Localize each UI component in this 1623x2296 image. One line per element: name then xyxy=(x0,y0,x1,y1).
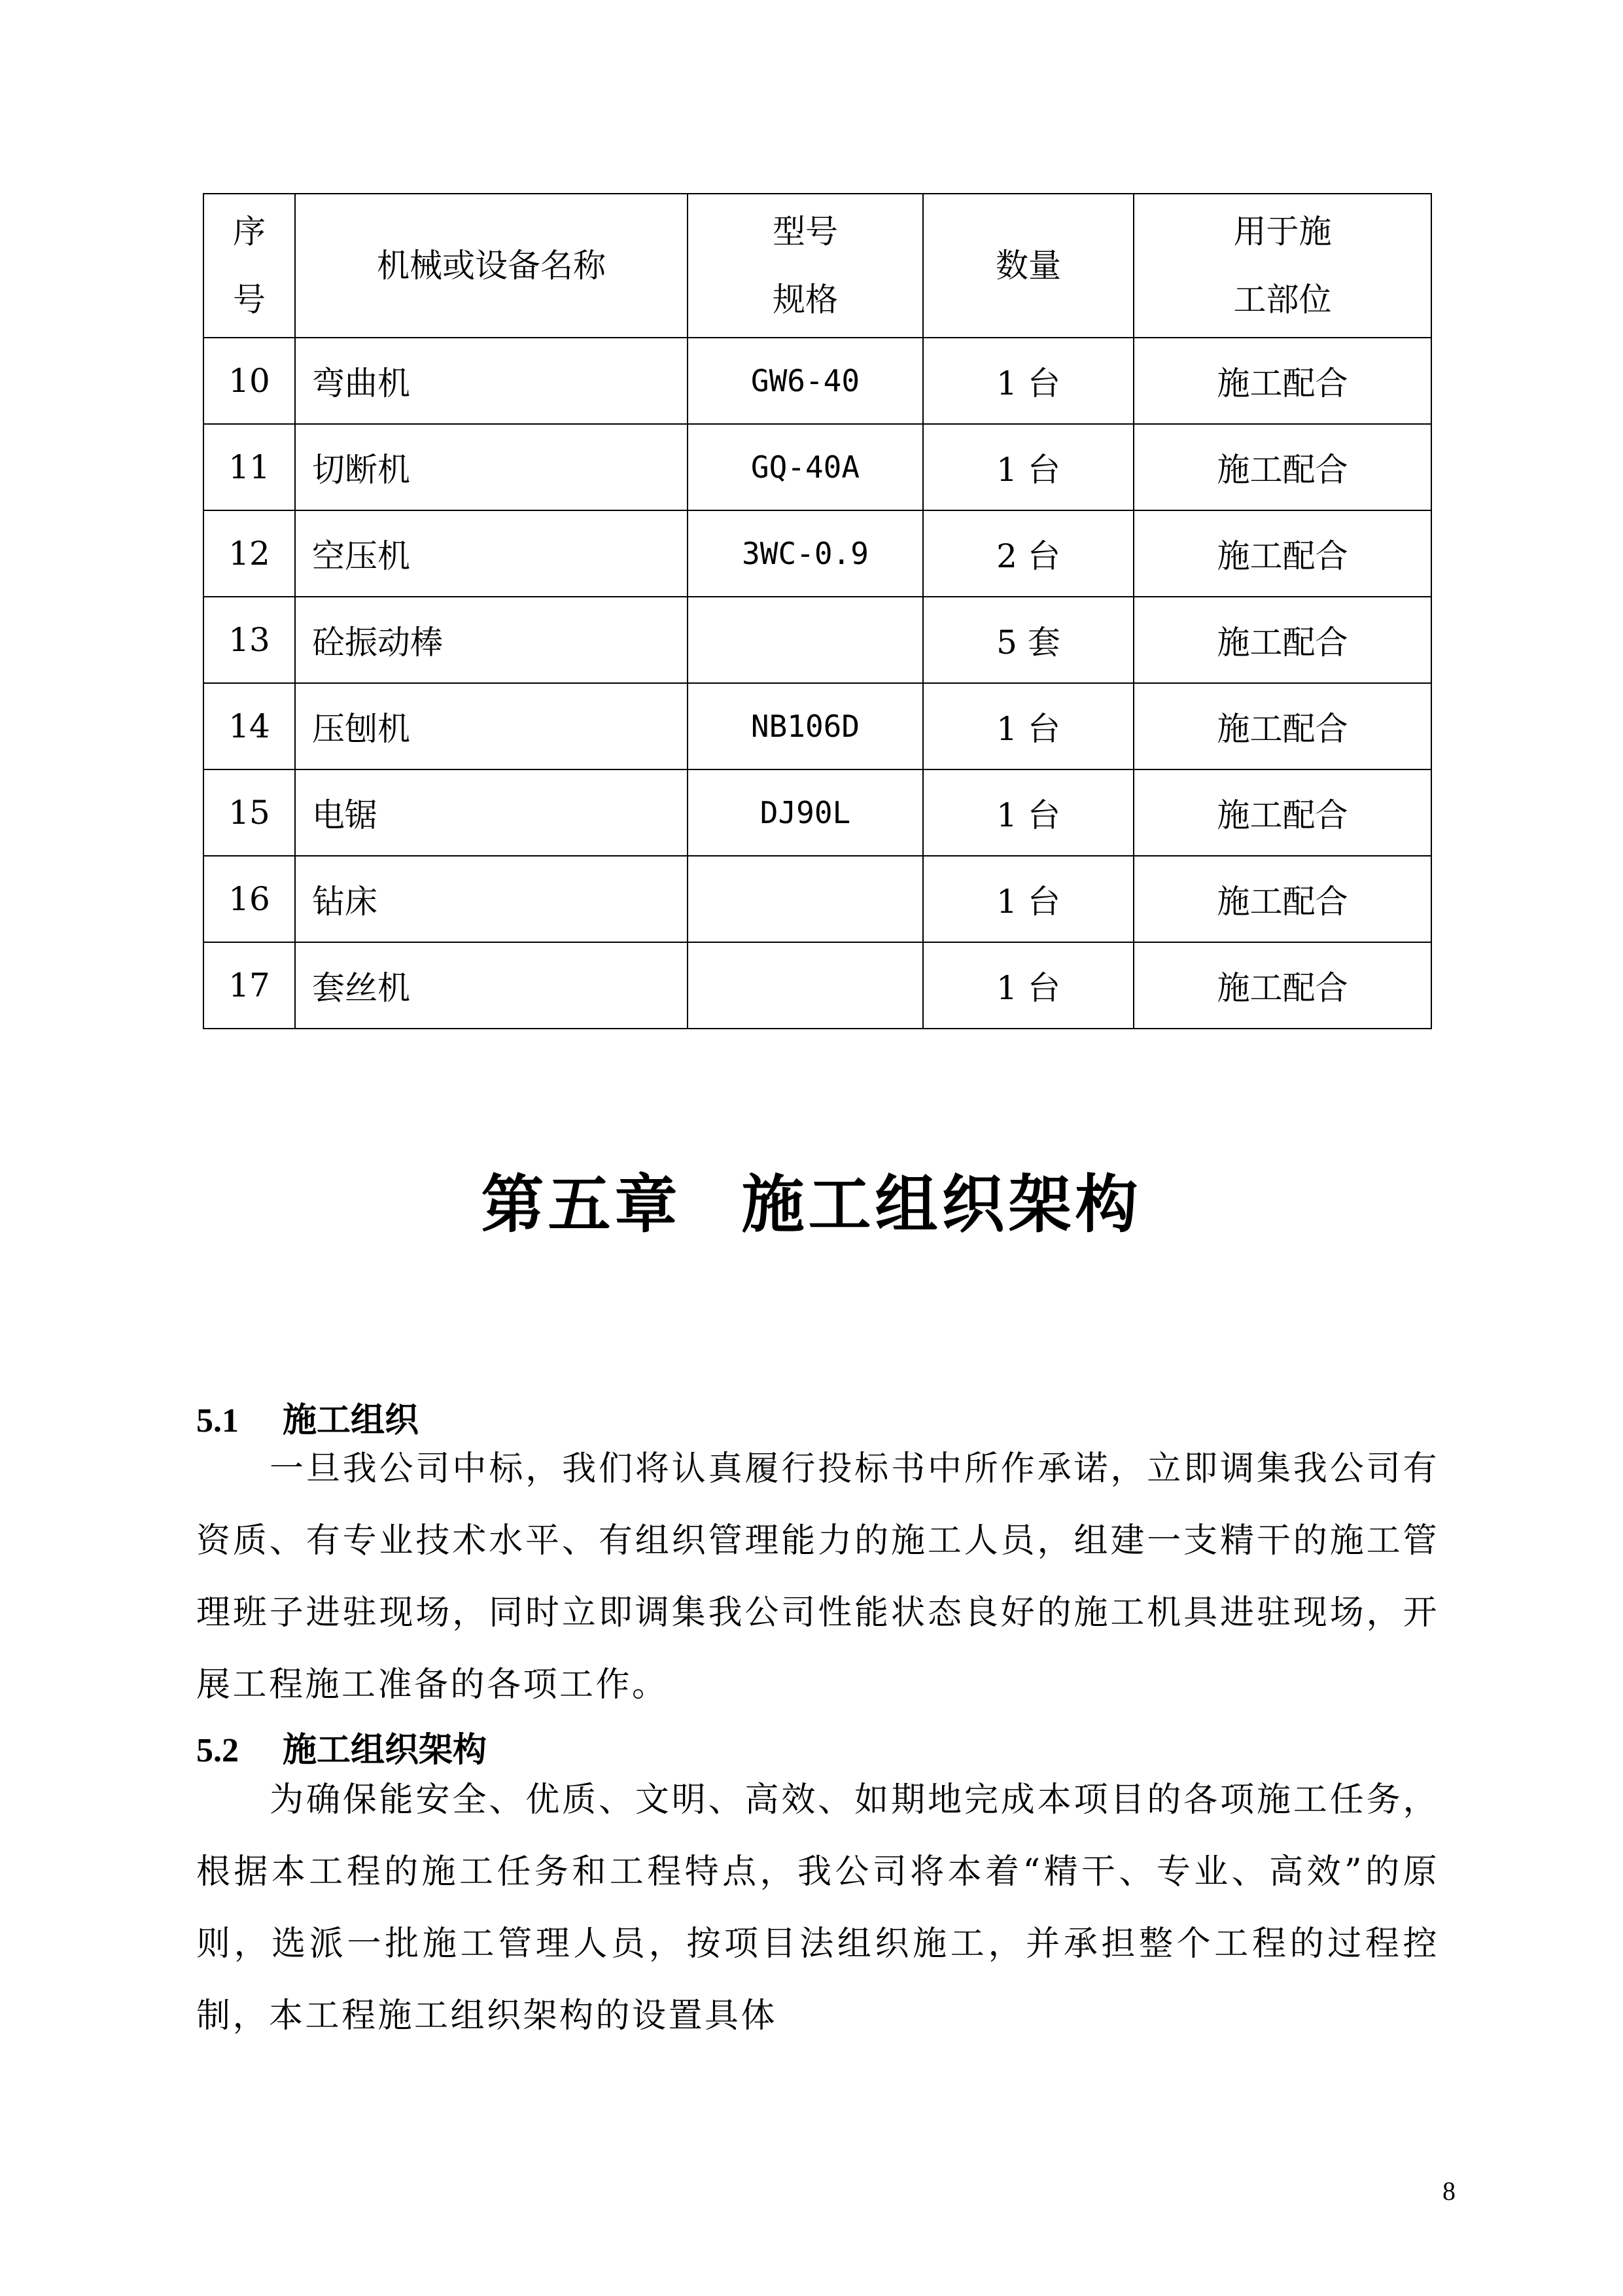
cell-name: 砼振动棒 xyxy=(295,597,688,683)
table-row xyxy=(203,597,1431,683)
cell-model xyxy=(688,942,923,1029)
cell-quantity: 1 台 xyxy=(923,424,1134,510)
cell-usage: 施工配合 xyxy=(1134,338,1431,424)
cell-usage: 施工配合 xyxy=(1134,769,1431,856)
cell-quantity: 5 套 xyxy=(923,597,1134,683)
section-number: 5.2 xyxy=(196,1732,239,1769)
section-title: 施工组织架构 xyxy=(283,1730,487,1770)
cell-name: 钻床 xyxy=(295,856,688,942)
section-number: 5.1 xyxy=(196,1402,239,1439)
cell-usage: 施工配合 xyxy=(1134,510,1431,597)
cell-no: 14 xyxy=(203,683,295,769)
cell-model: 3WC-0.9 xyxy=(688,510,923,597)
chapter-label: 第五章 xyxy=(481,1167,682,1241)
cell-usage: 施工配合 xyxy=(1134,942,1431,1029)
cell-name: 电锯 xyxy=(295,769,688,856)
table-row xyxy=(203,510,1431,597)
cell-quantity: 1 台 xyxy=(923,769,1134,856)
table-row xyxy=(203,856,1431,942)
cell-quantity: 1 台 xyxy=(923,338,1134,424)
table-row xyxy=(203,338,1431,424)
cell-no: 12 xyxy=(203,510,295,597)
cell-quantity: 1 台 xyxy=(923,683,1134,769)
chapter-title xyxy=(0,1155,1623,1245)
page-number: 8 xyxy=(1442,2176,1456,2206)
table-row xyxy=(203,683,1431,769)
cell-usage: 施工配合 xyxy=(1134,683,1431,769)
table-row xyxy=(203,424,1431,510)
header-quantity: 数量 xyxy=(923,194,1134,338)
header-usage: 用于施 工部位 xyxy=(1134,194,1431,338)
cell-no: 15 xyxy=(203,769,295,856)
cell-no: 11 xyxy=(203,424,295,510)
table-header-row xyxy=(203,194,1431,338)
header-name: 机械或设备名称 xyxy=(295,194,688,338)
cell-quantity: 1 台 xyxy=(923,856,1134,942)
cell-no: 10 xyxy=(203,338,295,424)
cell-model xyxy=(688,856,923,942)
equipment-table xyxy=(203,193,1432,1029)
header-no: 序 号 xyxy=(203,194,295,338)
cell-model xyxy=(688,597,923,683)
cell-name: 弯曲机 xyxy=(295,338,688,424)
cell-quantity: 2 台 xyxy=(923,510,1134,597)
cell-usage: 施工配合 xyxy=(1134,424,1431,510)
section-body-5-2: 为确保能安全、优质、文明、高效、如期地完成本项目的各项施工任务，根据本工程的施工任务和工程特点，我公司将本着“精干、专业、高效”的原则，选派一批施工管理人员，按项目法组织施工，并承担整个工程的过程控制，本工程施工组织架构的设置具体 xyxy=(196,1780,1439,2036)
cell-quantity: 1 台 xyxy=(923,942,1134,1029)
header-model: 型号 规格 xyxy=(688,194,923,338)
cell-model: GQ-40A xyxy=(688,424,923,510)
cell-no: 17 xyxy=(203,942,295,1029)
cell-model: DJ90L xyxy=(688,769,923,856)
cell-model: NB106D xyxy=(688,683,923,769)
section-body-5-1: 一旦我公司中标，我们将认真履行投标书中所作承诺，立即调集我公司有资质、有专业技术水平、有组织管理能力的施工人员，组建一支精干的施工管理班子进驻现场，同时立即调集我公司性能状态良好的施工机具进驻现场，开展工程施工准备的各项工作。 xyxy=(196,1449,1439,1704)
cell-name: 套丝机 xyxy=(295,942,688,1029)
table-row xyxy=(203,769,1431,856)
cell-name: 空压机 xyxy=(295,510,688,597)
cell-model: GW6-40 xyxy=(688,338,923,424)
cell-no: 13 xyxy=(203,597,295,683)
cell-name: 压刨机 xyxy=(295,683,688,769)
cell-name: 切断机 xyxy=(295,424,688,510)
table-row xyxy=(203,942,1431,1029)
cell-usage: 施工配合 xyxy=(1134,597,1431,683)
chapter-heading: 施工组织架构 xyxy=(741,1167,1142,1241)
section-title: 施工组织 xyxy=(283,1400,419,1440)
cell-no: 16 xyxy=(203,856,295,942)
cell-usage: 施工配合 xyxy=(1134,856,1431,942)
